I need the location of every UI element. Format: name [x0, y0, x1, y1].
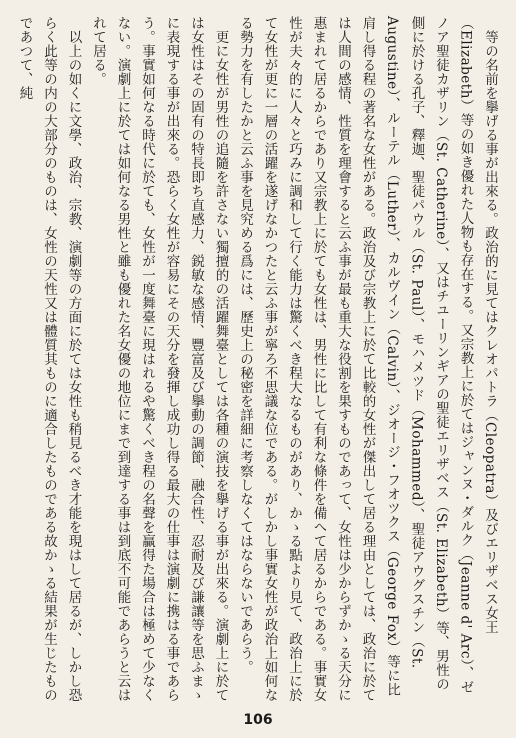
- paragraph-1: 等の名前を擧げる事が出來る。政治的に見てはクレオパトラ（Cleopatra）及びエリザベス女王（Elizabeth）等の如き優れた人物も存在する。又宗教上に於てはジャンヌ・ダルク（Jeanne d' Arc）、ゼノア聖徒カザリン（St. Catherine）、又はチユーリンギアの聖徒エリザベス（St. Elizabeth）等、男性の側に於ける孔子、釋迦、聖徒パウル（St. Paul）、モハメツド（Mohammed）、聖徒アウグスチン（St. Augustine）、ルーテル（Luther）、カルヴイン（Calvin）、ジオージ・フオツクス（George Fox）等に比肩し得る程の著名な女性がある。政治及び宗教上に於て比較的女性が傑出して居る理由としては、政治に於ては人間の感情、性質を理會すると云ふ事が最も重大な役割を果すものであって、女性は少からずかゝる天分に惠まれて居るからであり又宗教上に於ても女性は、男性に比して有利な條件を備へて居るからである。事實女性が夫々的に人々と巧みに調和して行く能力は驚くべき程大なるものがあり、かゝる點より見て、政治上に於て女性が更に一層の活躍を遂げなかつたと云ふ事が寧ろ不思議な位である。がしかし事實女性が政治上如何なる勢力を有したかと云ふ事を見究める爲には、歷史上の秘密を詳細に考察しなくてはならないであらう。: [237, 16, 498, 702]
- paragraph-3: 以上の如くに文學、政治、宗教、演劇等の方面に於ては女性も稍見るべき才能を現はして居るが、しかし恐らく此等の内の大部分のものは、女性の天性又は體質其ものに適合したものである故かゝる結果が生じたものであつて、純: [16, 16, 82, 702]
- paragraph-2: 更に女性が男性の追隨を許さない獨擅的の活躍舞臺としては各種の演技を擧げる事が出來る。演劇上に於ては女性はその固有の特長即ち直感力、鋭敏な感情、豐富及び擧動の調節、融合性、忍耐及び謙讓等を思ふまゝに表現する事が出來る。恐らく女性が容易にその天分を發揮し成功し得る最大の仕事は演劇に携はる事であらう。事實如何なる時代に於ても、女性が一度舞臺に現はれるや驚くべき程の名聲を贏得た場合は極めて少なくない。演劇上に於ては如何なる男性と雖も優れた名女優の地位にまで到達する事は到底不可能であらうと云はれて居る。: [90, 16, 229, 702]
- page-number: 106: [243, 712, 273, 728]
- body-text: [16, 16, 502, 704]
